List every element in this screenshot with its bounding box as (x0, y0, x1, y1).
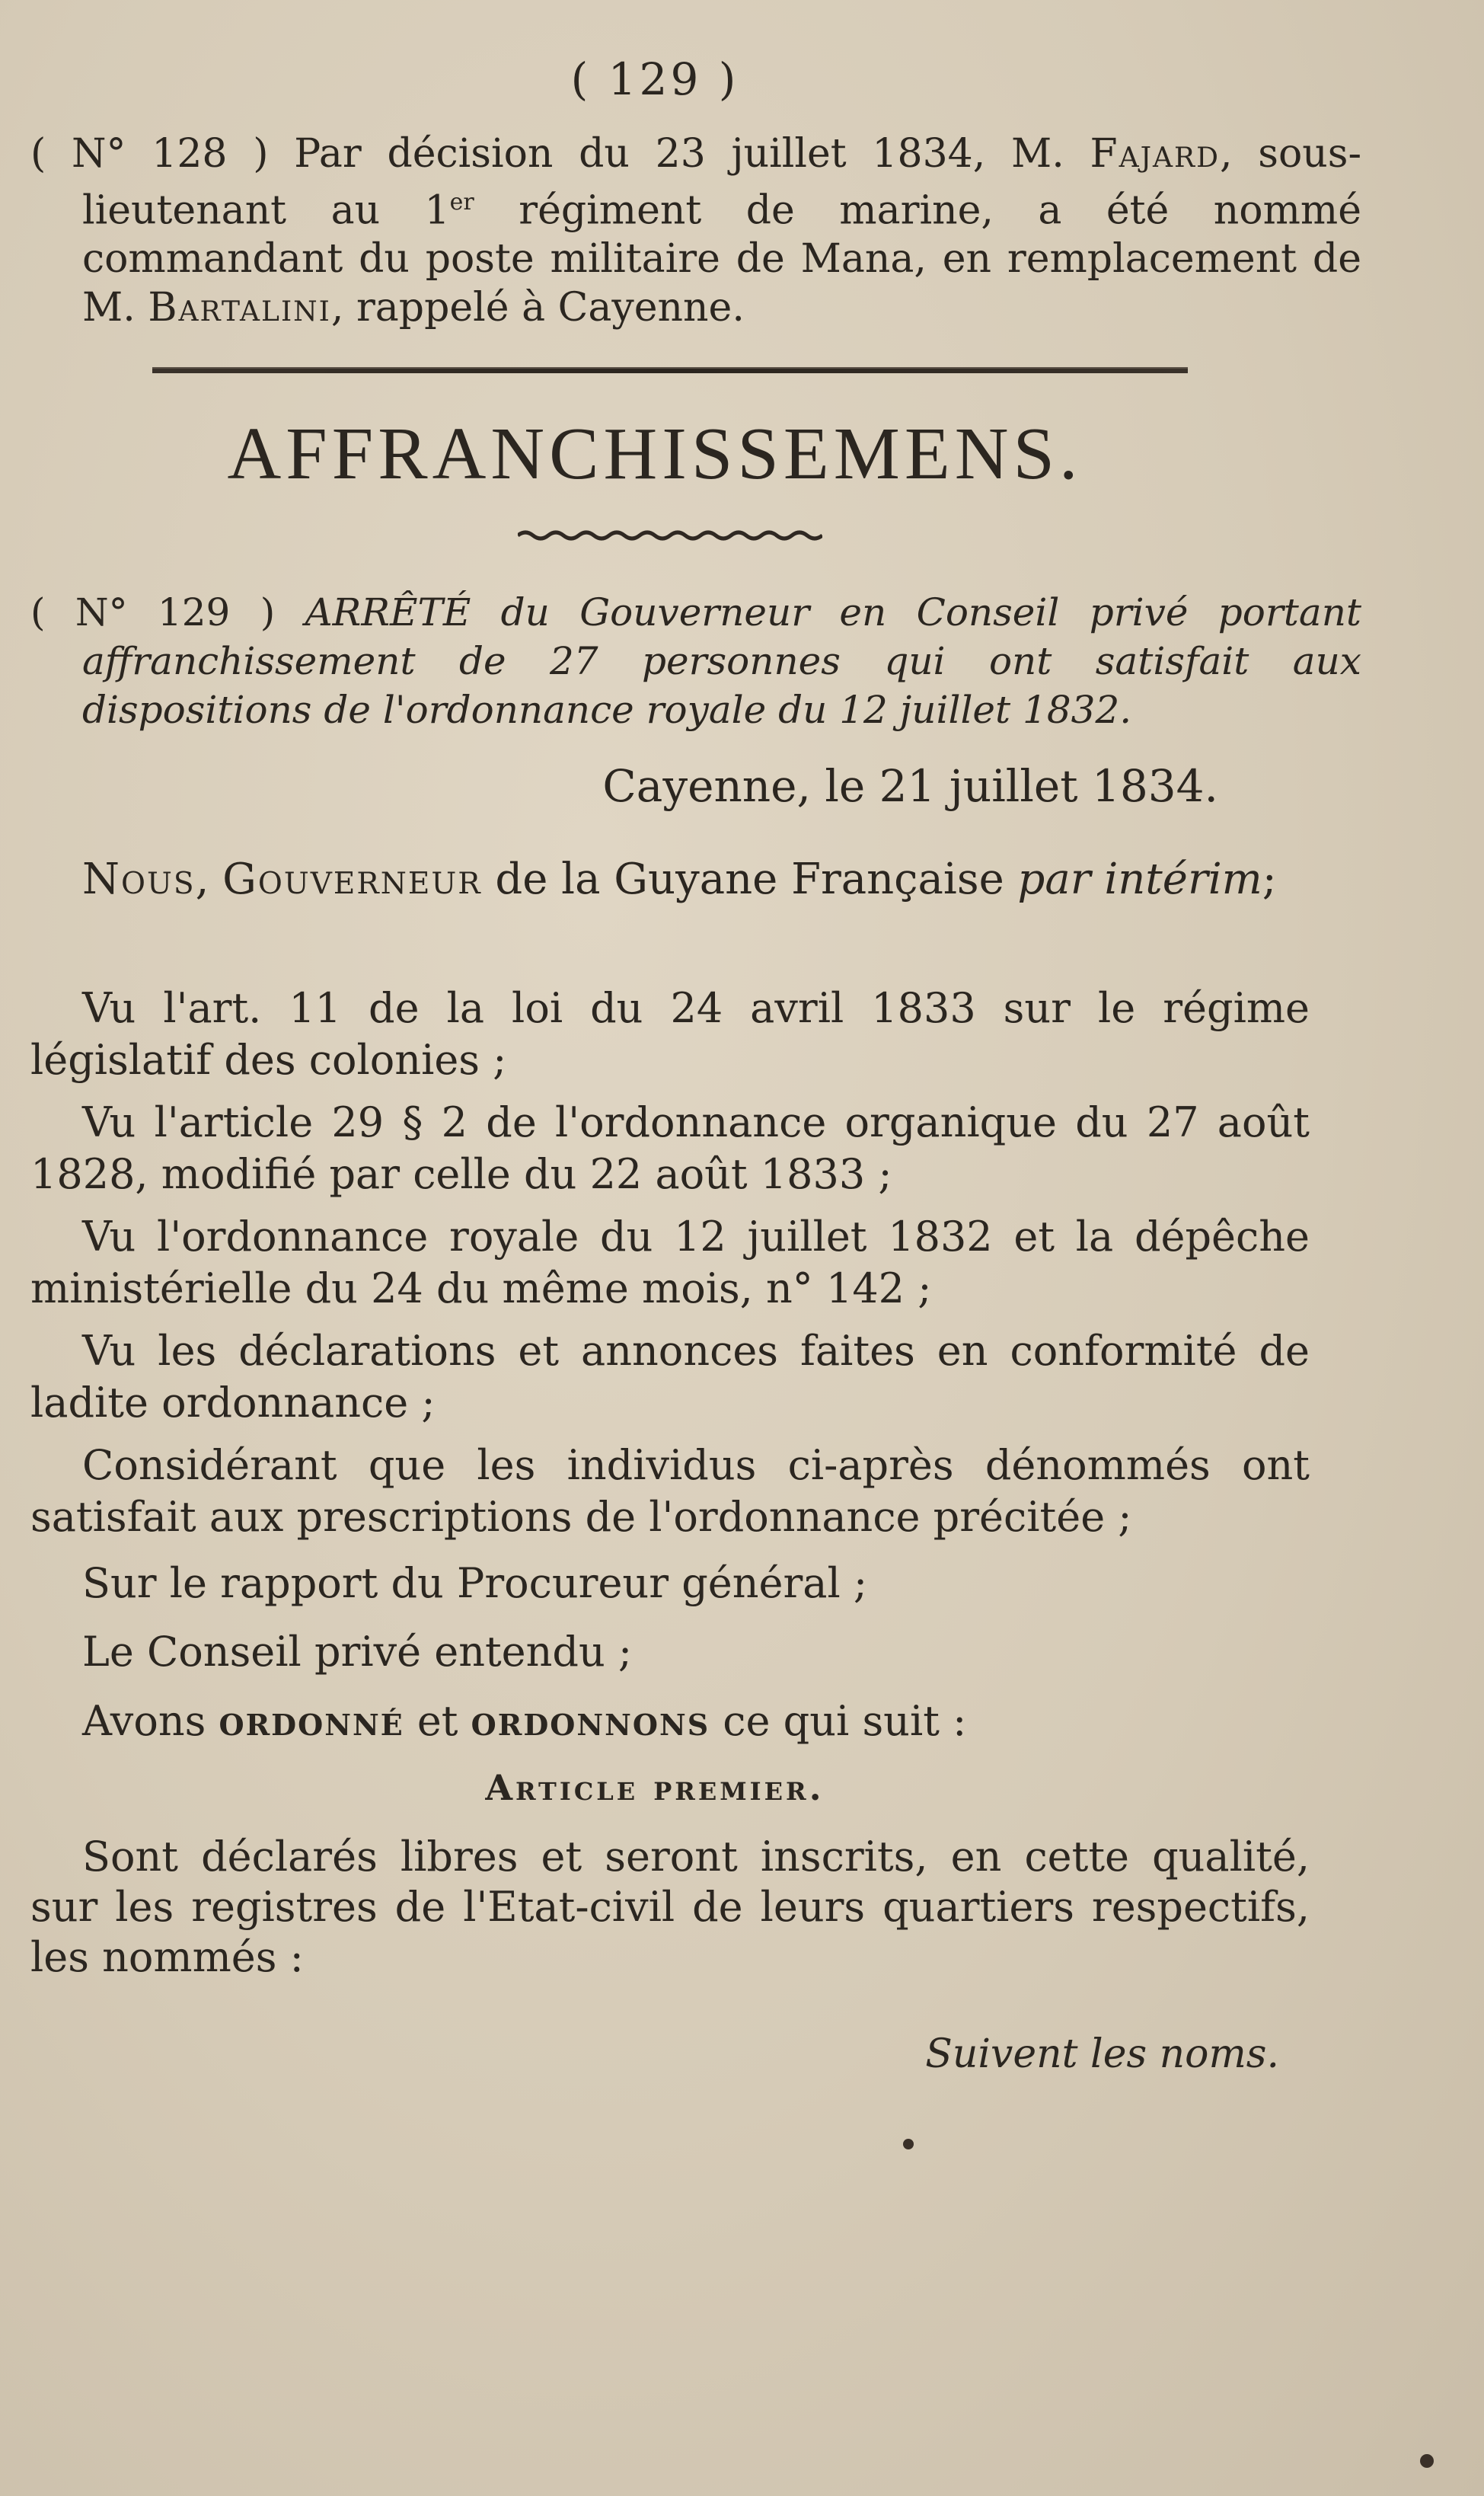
paragraph-vu-art-11: Vu l'art. 11 de la loi du 24 avril 1833 sur le régime législatif des colonies ; (30, 984, 1310, 1084)
avons-text: ce qui suit : (710, 1697, 967, 1745)
page-number: ( 129 ) (570, 53, 739, 105)
ordonnons: ordonnons (471, 1696, 710, 1745)
closing-line: Suivent les noms. (925, 2031, 1279, 2077)
notice-129 (30, 588, 1361, 734)
notice-129-number: ( N° 129 ) (30, 590, 276, 634)
ordonne: ordonné (219, 1696, 404, 1745)
notice-128-text: régiment de marine, a été nommé commandant du poste militaire de Mana, en remplacement de M. (82, 187, 1361, 331)
nous: Nous (82, 855, 196, 904)
par-interim: par intérim (1017, 855, 1262, 904)
name-bartalini: Bartalini (148, 285, 331, 331)
preamble-comma: , (195, 855, 223, 904)
dateline: Cayenne, le 21 juillet 1834. (602, 760, 1218, 812)
article-text: Sont déclarés libres et seront inscrits, en cette qualité, sur les registres de l'Etat-civil de leurs quartiers respectifs, les nommés : (30, 1833, 1310, 1981)
paragraph-vu-declarations: Vu les déclarations et annonces faites en conformité de ladite ordonnance ; (30, 1327, 1310, 1427)
preamble-text: de la Guyane Française (481, 855, 1018, 904)
section-divider (152, 367, 1188, 373)
superscript-er: er (449, 189, 474, 216)
paragraph-considerant: Considérant que les individus ci-après dénommés ont satisfait aux prescriptions de l'ordonnance précitée ; (30, 1441, 1310, 1541)
ornament-divider (518, 529, 822, 542)
ink-spot (1420, 2454, 1434, 2468)
article-heading: Article premier. (485, 1767, 825, 1808)
preamble (30, 853, 1310, 906)
notice-129-heading: ARRÊTÉ du Gouverneur en Conseil privé portant affranchissement de 27 personnes qui ont satisfait aux dispositions de l'ordonnance royale du 12 juillet 1832. (82, 590, 1361, 732)
gouverneur: Gouverneur (222, 855, 482, 904)
notice-128-number: ( N° 128 ) (30, 131, 269, 177)
preamble-semicolon: ; (1262, 855, 1277, 904)
avons-text: et (404, 1697, 471, 1745)
avons-text: Avons (82, 1697, 219, 1745)
paragraph-rapport: Sur le rapport du Procureur général ; (82, 1559, 868, 1607)
name-fajard: Fajard (1090, 131, 1221, 177)
paragraph-vu-ordonnance: Vu l'ordonnance royale du 12 juillet 1832 et la dépêche ministérielle du 24 du même mois, n° 142 ; (30, 1213, 1310, 1312)
ink-dot (903, 2139, 914, 2149)
notice-128-text: Par décision du 23 juillet 1834, M. (268, 131, 1090, 177)
section-title: AFFRANCHISSEMENS. (227, 413, 1083, 495)
paragraph-conseil: Le Conseil privé entendu ; (82, 1628, 633, 1676)
paragraph-vu-article-29: Vu l'article 29 § 2 de l'ordonnance organique du 27 août 1828, modifié par celle du 22 août 1833 ; (30, 1098, 1310, 1198)
notice-128-text: , rappelé à Cayenne. (330, 285, 745, 331)
notice-128-text: , sous-lieutenant au 1 (82, 131, 1362, 234)
notice-128 (30, 129, 1361, 332)
paragraph-avons (30, 1695, 1310, 1747)
